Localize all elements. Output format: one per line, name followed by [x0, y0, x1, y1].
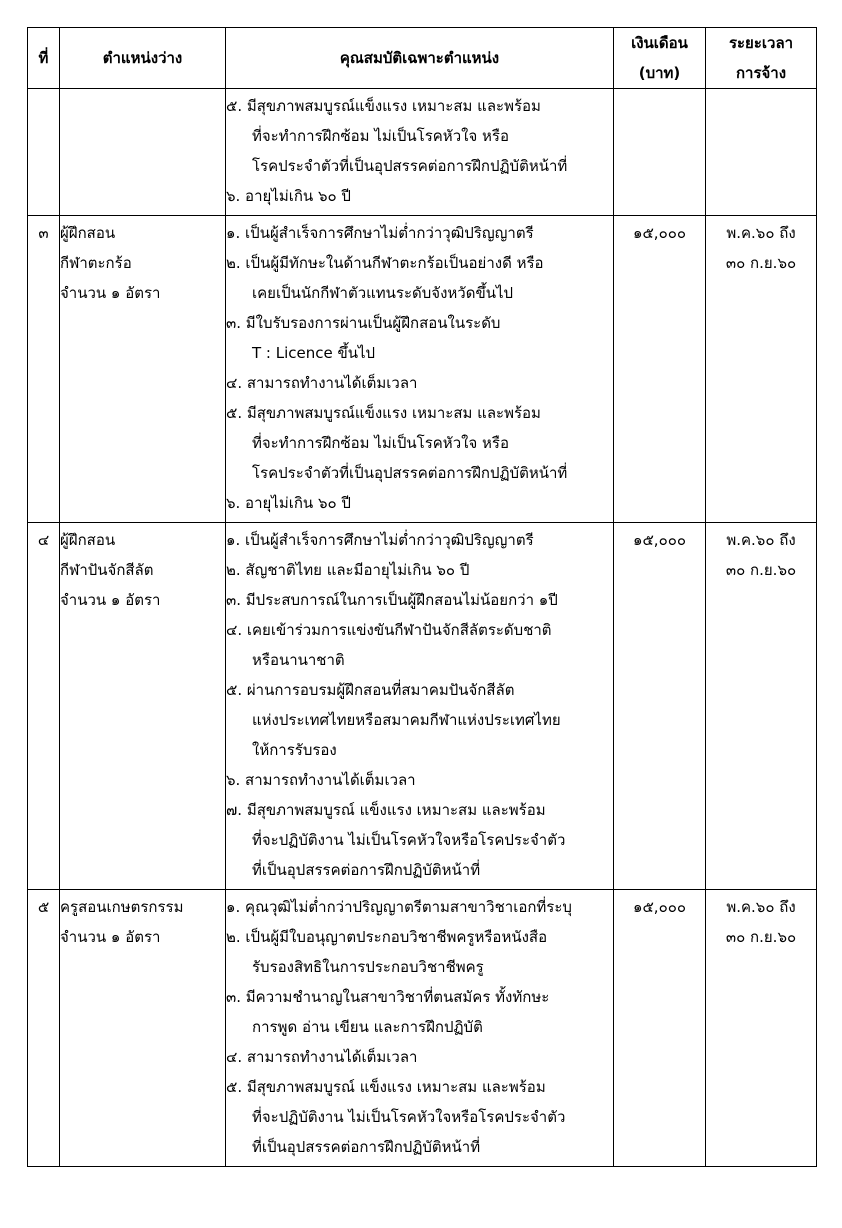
salary-value: ๑๕,๐๐๐ [632, 898, 687, 916]
qualification-line: ๕. มีสุขภาพสมบูรณ์ แข็งแรง เหมาะสม และพร้อม [226, 1078, 546, 1096]
cell-no [28, 216, 60, 523]
cell-position [60, 89, 226, 216]
cell-salary [614, 216, 706, 523]
table-row [28, 89, 817, 216]
position-line: จำนวน ๑ อัตรา [60, 928, 161, 946]
qualification-line: ที่จะปฏิบัติงาน ไม่เป็นโรคหัวใจหรือโรคประจำตัว [252, 1108, 566, 1126]
qualification-line: ที่จะปฏิบัติงาน ไม่เป็นโรคหัวใจหรือโรคประจำตัว [252, 831, 566, 849]
position-line: กีฬาตะกร้อ [60, 254, 132, 272]
cell-position [60, 216, 226, 523]
qualification-line: ให้การรับรอง [252, 741, 337, 759]
qualification-line: แห่งประเทศไทยหรือสมาคมกีฬาแห่งประเทศไทย [252, 711, 561, 729]
row-number: ๓ [38, 224, 49, 242]
qualification-line: ๗. มีสุขภาพสมบูรณ์ แข็งแรง เหมาะสม และพร้อม [226, 801, 546, 819]
cell-period [706, 89, 817, 216]
qualification-line: ๕. มีสุขภาพสมบูรณ์แข็งแรง เหมาะสม และพร้อม [226, 404, 541, 422]
period-line: พ.ค.๖๐ ถึง [726, 531, 796, 549]
qualification-line: T : Licence ขึ้นไป [252, 344, 376, 362]
qualification-line: ที่เป็นอุปสรรคต่อการฝึกปฏิบัติหน้าที่ [252, 861, 481, 879]
table-row [28, 216, 817, 523]
qualification-line: โรคประจำตัวที่เป็นอุปสรรคต่อการฝึกปฏิบัติหน้าที่ [252, 464, 568, 482]
qualification-line: ๑. คุณวุฒิไม่ต่ำกว่าปริญญาตรีตามสาขาวิชาเอกที่ระบุ [226, 898, 572, 916]
qualification-line: ๖. อายุไม่เกิน ๖๐ ปี [226, 494, 351, 512]
position-line: กีฬาปันจักสีลัต [60, 561, 154, 579]
qualification-line: ที่จะทำการฝึกซ้อม ไม่เป็นโรคหัวใจ หรือ [252, 127, 509, 145]
cell-no [28, 89, 60, 216]
period-line: ๓๐ ก.ย.๖๐ [725, 254, 797, 272]
cell-salary [614, 890, 706, 1167]
qualification-line: ๓. มีความชำนาญในสาขาวิชาที่ตนสมัคร ทั้งทักษะ [226, 988, 550, 1006]
qualification-line: ๖. สามารถทำงานได้เต็มเวลา [226, 771, 416, 789]
table-row [28, 890, 817, 1167]
period-line: ๓๐ ก.ย.๖๐ [725, 928, 797, 946]
qualification-line: ๔. เคยเข้าร่วมการแข่งขันกีฬาปันจักสีลัตระดับชาติ [226, 621, 552, 639]
cell-qualification [226, 523, 614, 890]
qualification-line: ๖. อายุไม่เกิน ๖๐ ปี [226, 187, 351, 205]
qualification-line: ๓. มีประสบการณ์ในการเป็นผู้ฝึกสอนไม่น้อยกว่า ๑ปี [226, 591, 558, 609]
qualification-line: ๒. สัญชาติไทย และมีอายุไม่เกิน ๖๐ ปี [226, 561, 470, 579]
position-line: ผู้ฝึกสอน [60, 531, 116, 549]
position-line: ผู้ฝึกสอน [60, 224, 116, 242]
position-line: จำนวน ๑ อัตรา [60, 591, 161, 609]
salary-value: ๑๕,๐๐๐ [632, 531, 687, 549]
row-number: ๔ [37, 531, 50, 549]
period-line: ๓๐ ก.ย.๖๐ [725, 561, 797, 579]
cell-qualification [226, 89, 614, 216]
qualification-line: การพูด อ่าน เขียน และการฝึกปฏิบัติ [252, 1018, 483, 1036]
header-position: ตำแหน่งว่าง [60, 28, 226, 89]
qualification-line: ที่จะทำการฝึกซ้อม ไม่เป็นโรคหัวใจ หรือ [252, 434, 509, 452]
header-no: ที่ [28, 28, 60, 89]
header-row [28, 28, 817, 89]
row-number: ๕ [37, 898, 50, 916]
salary-value: ๑๕,๐๐๐ [632, 224, 687, 242]
qualification-line: รับรองสิทธิในการประกอบวิชาชีพครู [252, 958, 484, 976]
cell-period [706, 890, 817, 1167]
cell-salary [614, 89, 706, 216]
header-period: ระยะเวลา การจ้าง [706, 28, 817, 89]
period-line: พ.ค.๖๐ ถึง [726, 224, 796, 242]
header-salary: เงินเดือน (บาท) [614, 28, 706, 89]
cell-position [60, 890, 226, 1167]
qualification-line: ๑. เป็นผู้สำเร็จการศึกษาไม่ต่ำกว่าวุฒิปริญญาตรี [226, 224, 534, 242]
qualification-line: เคยเป็นนักกีฬาตัวแทนระดับจังหวัดขึ้นไป [252, 284, 514, 302]
qualification-line: ๕. ผ่านการอบรมผู้ฝึกสอนที่สมาคมปันจักสีลัต [226, 681, 515, 699]
qualification-line: ๔. สามารถทำงานได้เต็มเวลา [226, 374, 418, 392]
header-qualification: คุณสมบัติเฉพาะตำแหน่ง [226, 28, 614, 89]
cell-position [60, 523, 226, 890]
period-line: พ.ค.๖๐ ถึง [726, 898, 796, 916]
qualification-line: ๒. เป็นผู้มีใบอนุญาตประกอบวิชาชีพครูหรือหนังสือ [226, 928, 548, 946]
cell-period [706, 216, 817, 523]
qualification-line: ๕. มีสุขภาพสมบูรณ์แข็งแรง เหมาะสม และพร้อม [226, 97, 541, 115]
cell-period [706, 523, 817, 890]
position-line: ครูสอนเกษตรกรรม [60, 898, 184, 916]
cell-qualification [226, 216, 614, 523]
qualification-line: หรือนานาชาติ [252, 651, 345, 669]
table-row [28, 523, 817, 890]
qualification-line: โรคประจำตัวที่เป็นอุปสรรคต่อการฝึกปฏิบัติหน้าที่ [252, 157, 568, 175]
cell-no [28, 523, 60, 890]
qualification-line: ๑. เป็นผู้สำเร็จการศึกษาไม่ต่ำกว่าวุฒิปริญญาตรี [226, 531, 534, 549]
cell-qualification [226, 890, 614, 1167]
qualification-line: ๓. มีใบรับรองการผ่านเป็นผู้ฝึกสอนในระดับ [226, 314, 501, 332]
qualification-line: ที่เป็นอุปสรรคต่อการฝึกปฏิบัติหน้าที่ [252, 1138, 481, 1156]
cell-no [28, 890, 60, 1167]
cell-salary [614, 523, 706, 890]
qualification-line: ๔. สามารถทำงานได้เต็มเวลา [226, 1048, 418, 1066]
position-line: จำนวน ๑ อัตรา [60, 284, 161, 302]
qualification-line: ๒. เป็นผู้มีทักษะในด้านกีฬาตะกร้อเป็นอย่างดี หรือ [226, 254, 544, 272]
vacancy-table [27, 27, 817, 1167]
